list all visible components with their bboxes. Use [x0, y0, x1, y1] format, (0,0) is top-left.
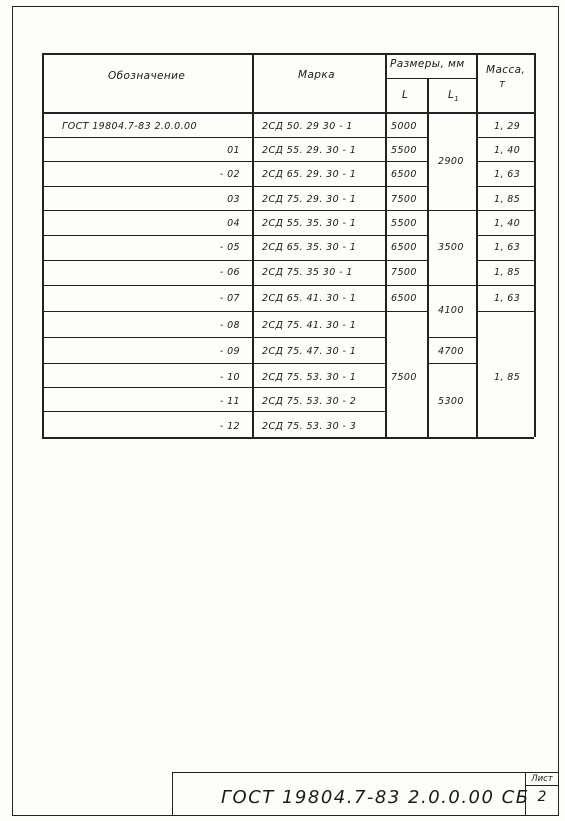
- row-line: [42, 161, 385, 162]
- row-brand: 2СД 55. 35. 30 - 1: [262, 218, 357, 229]
- row-brand: 2СД 50. 29 30 - 1: [262, 121, 353, 132]
- row-brand: 2СД 65. 41. 30 - 1: [262, 293, 357, 304]
- row-brand: 2СД 75. 53. 30 - 1: [262, 372, 357, 383]
- row-brand: 2СД 65. 29. 30 - 1: [262, 169, 357, 180]
- row-designation: - 11: [219, 396, 240, 407]
- column-line: [427, 78, 429, 437]
- row-line: [476, 137, 534, 138]
- row-mass: 1, 29: [494, 121, 521, 132]
- row-line: [476, 210, 534, 211]
- row-designation: - 08: [219, 320, 240, 331]
- row-line: [476, 311, 534, 312]
- row-line: [385, 137, 427, 138]
- row-line: [42, 137, 385, 138]
- row-line: [42, 260, 385, 261]
- row-line: [385, 186, 427, 187]
- row-designation: - 09: [219, 346, 240, 357]
- row-brand: 2СД 75. 53. 30 - 2: [262, 396, 357, 407]
- group-line: [427, 337, 476, 338]
- group-line: [427, 285, 476, 286]
- row-brand: 2СД 65. 35. 30 - 1: [262, 242, 357, 253]
- row-line: [42, 411, 385, 412]
- row-line: [476, 235, 534, 236]
- row-line: [42, 337, 385, 338]
- row-brand: 2СД 75. 53. 30 - 3: [262, 421, 357, 432]
- row-mass: 1, 40: [494, 145, 521, 156]
- table-border-bottom: [42, 437, 534, 439]
- row-length: 6500: [391, 169, 417, 180]
- row-line: [42, 363, 385, 364]
- row-line: [42, 285, 385, 286]
- column-line: [252, 53, 254, 437]
- row-brand: 2СД 55. 29. 30 - 1: [262, 145, 357, 156]
- header-length: L: [402, 89, 409, 101]
- table-border-left: [42, 53, 44, 437]
- row-line: [476, 285, 534, 286]
- row-line: [42, 186, 385, 187]
- row-brand: 2СД 75. 41. 30 - 1: [262, 320, 357, 331]
- row-designation: 03: [227, 194, 240, 205]
- document-code: ГОСТ 19804.7-83 2.0.0.00 СБ: [221, 787, 530, 808]
- row-mass: 1, 85: [494, 372, 521, 383]
- row-mass: 1, 63: [494, 242, 521, 253]
- row-line: [42, 311, 385, 312]
- row-line: [476, 161, 534, 162]
- column-line: [476, 53, 478, 437]
- length-1-group: 4700: [438, 346, 464, 357]
- row-length: 5500: [391, 218, 417, 229]
- row-mass: 1, 85: [494, 194, 521, 205]
- row-length: 5000: [391, 121, 417, 132]
- row-line: [385, 235, 427, 236]
- row-line: [385, 285, 427, 286]
- row-designation: - 10: [219, 372, 240, 383]
- length-1-group: 3500: [438, 242, 464, 253]
- row-designation: - 06: [219, 267, 240, 278]
- row-designation: 01: [227, 145, 240, 156]
- length-1-group: 2900: [438, 156, 464, 167]
- group-line: [427, 363, 476, 364]
- row-brand: 2СД 75. 35 30 - 1: [262, 267, 353, 278]
- row-designation: 04: [227, 218, 240, 229]
- row-line: [42, 210, 385, 211]
- row-line: [42, 235, 385, 236]
- header-sub-line: [385, 78, 476, 79]
- group-line: [427, 210, 476, 211]
- row-designation: - 12: [219, 421, 240, 432]
- row-length-merged: 7500: [391, 372, 417, 383]
- row-length: 7500: [391, 267, 417, 278]
- row-length: 6500: [391, 293, 417, 304]
- sheet-number: 2: [537, 789, 547, 805]
- row-designation: - 07: [219, 293, 240, 304]
- row-length: 5500: [391, 145, 417, 156]
- header-dimensions: Размеры, мм: [390, 58, 465, 70]
- row-line: [42, 387, 385, 388]
- header-mass-unit: т: [499, 78, 506, 90]
- row-mass: 1, 85: [494, 267, 521, 278]
- header-bottom-line: [42, 112, 534, 114]
- header-length-1: $L_1$: [448, 89, 460, 104]
- table-border-top: [42, 53, 534, 55]
- row-mass: 1, 63: [494, 293, 521, 304]
- sheet-box: [525, 773, 559, 815]
- row-mass: 1, 40: [494, 218, 521, 229]
- title-block: [172, 772, 559, 816]
- row-designation: - 02: [219, 169, 240, 180]
- header-mass: Масса,: [486, 64, 526, 76]
- row-line: [385, 161, 427, 162]
- row-length: 6500: [391, 242, 417, 253]
- row-length: 7500: [391, 194, 417, 205]
- row-brand: 2СД 75. 29. 30 - 1: [262, 194, 357, 205]
- row-designation: ГОСТ 19804.7-83 2.0.0.00: [62, 121, 197, 132]
- row-brand: 2СД 75. 47. 30 - 1: [262, 346, 357, 357]
- row-line: [385, 210, 427, 211]
- row-line: [476, 186, 534, 187]
- table-border-right: [534, 53, 536, 437]
- header-designation: Обозначение: [108, 70, 186, 82]
- header-brand: Марка: [298, 69, 335, 81]
- row-line: [385, 260, 427, 261]
- row-line: [476, 260, 534, 261]
- row-line: [385, 311, 427, 312]
- column-line: [385, 53, 387, 437]
- sheet-label: Лист: [526, 773, 558, 786]
- row-mass: 1, 63: [494, 169, 521, 180]
- length-1-group: 5300: [438, 396, 464, 407]
- row-designation: - 05: [219, 242, 240, 253]
- length-1-group: 4100: [438, 305, 464, 316]
